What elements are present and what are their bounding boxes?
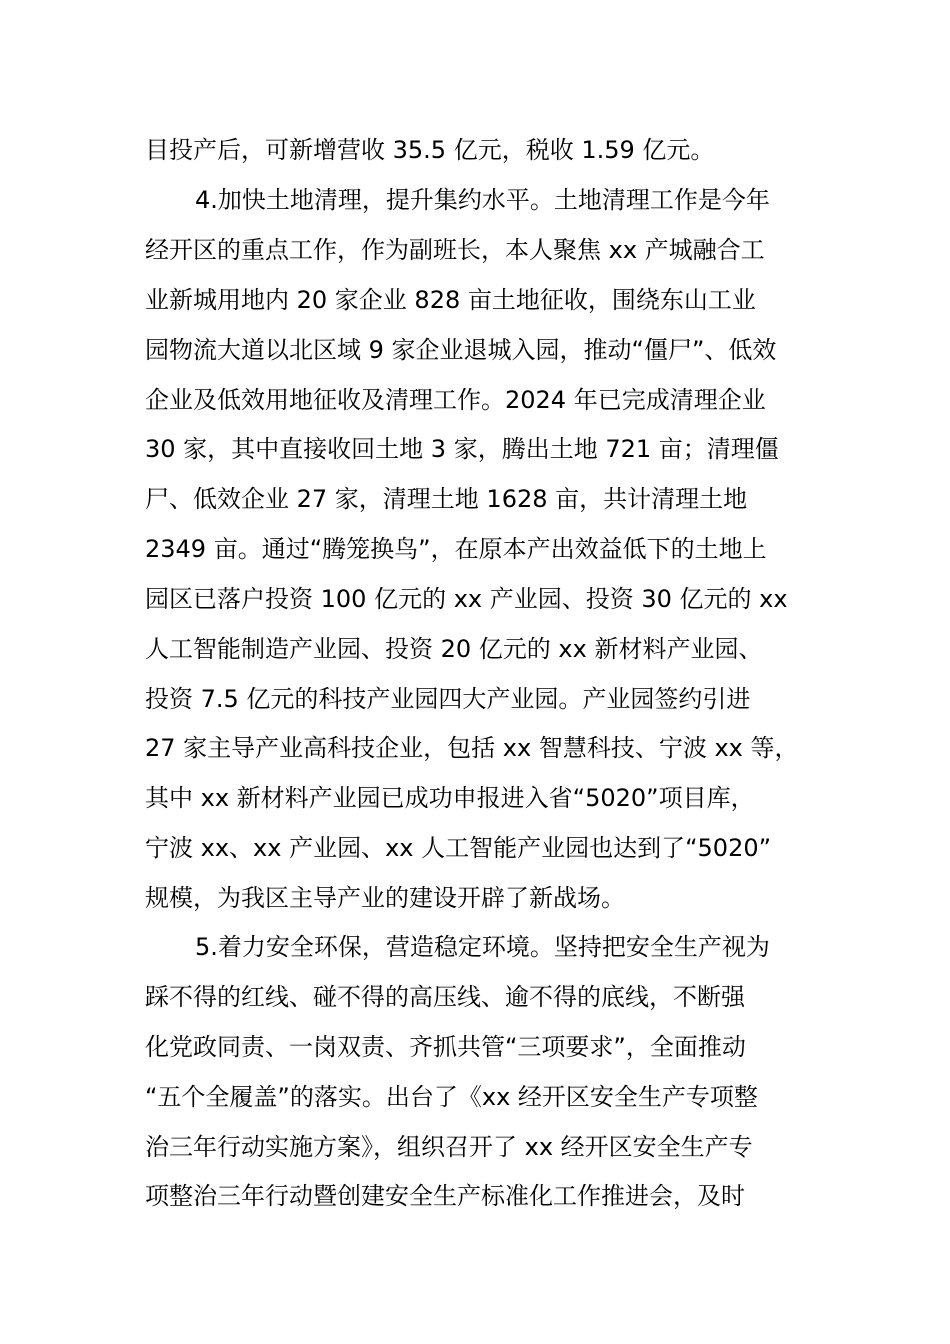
paragraph-4-heading-line: 4.加快土地清理，提升集约水平。土地清理工作是今年 [195,186,770,214]
paragraph-5-heading-line: 5.着力安全环保，营造稳定环境。坚持把安全生产视为 [195,933,770,961]
text-line: 治三年行动实施方案》，组织召开了 xx 经开区安全生产专 [145,1133,753,1161]
text-line: 27 家主导产业高科技企业，包括 xx 智慧科技、宁波 xx 等， [145,734,799,762]
text-line: 化党政同责、一岗双责、齐抓共管“三项要求”，全面推动 [145,1033,746,1061]
text-line: 规模，为我区主导产业的建设开辟了新战场。 [145,884,625,912]
text-line: 人工智能制造产业园、投资 20 亿元的 xx 新材料产业园、 [145,635,763,663]
text-line: 园区已落户投资 100 亿元的 xx 产业园、投资 30 亿元的 xx [145,585,788,613]
text-line: 经开区的重点工作，作为副班长，本人聚焦 xx 产城融合工 [145,236,765,264]
text-line: 尸、低效企业 27 家，清理土地 1628 亩，共计清理土地 [145,485,748,513]
text-line: 其中 xx 新材料产业园已成功申报进入省“5020”项目库， [145,784,755,812]
text-line: “五个全履盖”的落实。出台了《xx 经开区安全生产专项整 [145,1083,758,1111]
text-line: 目投产后，可新增营收 35.5 亿元，税收 1.59 亿元。 [145,136,715,164]
text-line: 企业及低效用地征收及清理工作。2024 年已完成清理企业 [145,386,766,414]
text-line: 园物流大道以北区域 9 家企业退城入园，推动“僵尸”、低效 [145,336,777,364]
text-line: 项整治三年行动暨创建安全生产标准化工作推进会，及时 [145,1182,745,1210]
text-line: 2349 亩。通过“腾笼换鸟”，在原本产出效益低下的土地上 [145,535,767,563]
text-line: 踩不得的红线、碰不得的高压线、逾不得的底线，不断强 [145,983,745,1011]
text-line: 业新城用地内 20 家企业 828 亩土地征收，围绕东山工业 [145,286,756,314]
text-line: 30 家，其中直接收回土地 3 家，腾出土地 721 亩；清理僵 [145,435,779,463]
text-line: 宁波 xx、xx 产业园、xx 人工智能产业园也达到了“5020” [145,834,772,862]
text-line: 投资 7.5 亿元的科技产业园四大产业园。产业园签约引进 [145,685,751,713]
